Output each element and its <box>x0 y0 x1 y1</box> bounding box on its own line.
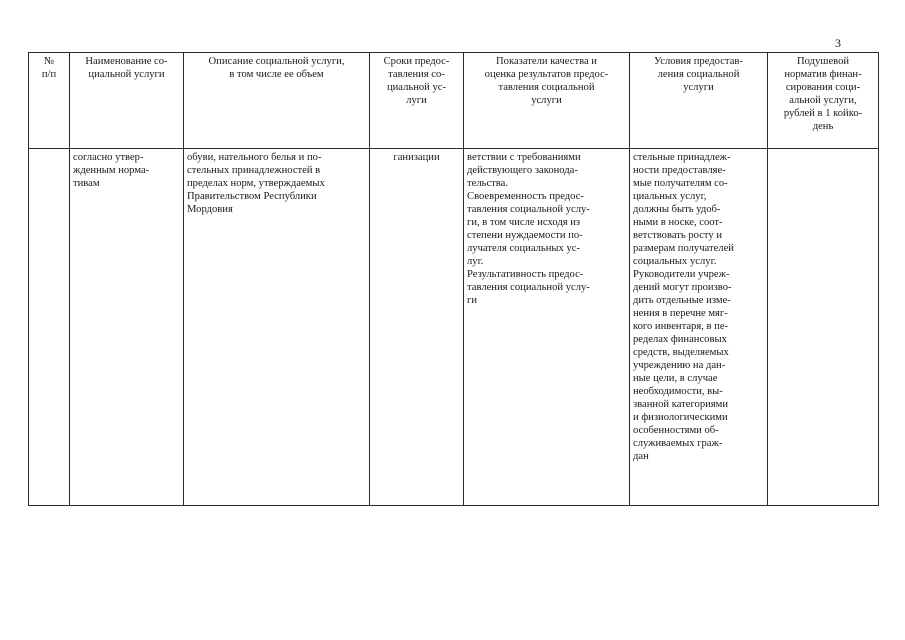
page-number: 3 <box>835 36 841 50</box>
header-service-conditions: Условия предостав- ления социальной услуги <box>630 53 768 149</box>
table-row <box>29 149 879 506</box>
cell-number <box>29 149 70 506</box>
header-service-description: Описание социальной услуги, в том числе ее объем <box>184 53 370 149</box>
cell-service-terms: ганизации <box>370 149 464 506</box>
cell-financing-norm <box>768 149 879 506</box>
cell-quality-indicators: ветствии с требованиями действующего законода- тельства. Своевременность предос- тавления социальной услу- ги, в том числе исходя из степени нуждаемости по- лучателя социальных ус- луг. Результативность предос- тавления социальной услу- ги <box>464 149 630 506</box>
header-service-terms: Сроки предос- тавления со- циальной ус- луги <box>370 53 464 149</box>
social-services-table <box>28 52 879 506</box>
cell-service-name: согласно утвер- жденным норма- тивам <box>70 149 184 506</box>
table-header-row <box>29 53 879 149</box>
header-financing-norm: Подушевой норматив финан- сирования соци- альной услуги, рублей в 1 койко- день <box>768 53 879 149</box>
cell-service-conditions: стельные принадлеж- ности предоставляе- мые получателям со- циальных услуг, должны быть удоб- ными в носке, соот- ветствовать росту и размерам получателей социальных услуг. Руководители учреж- дений могут произво- дить отдельные изме- нения в перечне мяг- кого инвентаря, в пе- ределах финансовых средств, выделяемых учреждению на дан- ные цели, в случае необходимости, вы- званной категориями и физиологическими особенностями об- служиваемых граж- дан <box>630 149 768 506</box>
header-number: № п/п <box>29 53 70 149</box>
cell-service-description: обуви, нательного белья и по- стельных принадлежностей в пределах норм, утверждаемых Правительством Республики Мордовия <box>184 149 370 506</box>
header-service-name: Наименование со- циальной услуги <box>70 53 184 149</box>
header-quality-indicators: Показатели качества и оценка результатов предос- тавления социальной услуги <box>464 53 630 149</box>
